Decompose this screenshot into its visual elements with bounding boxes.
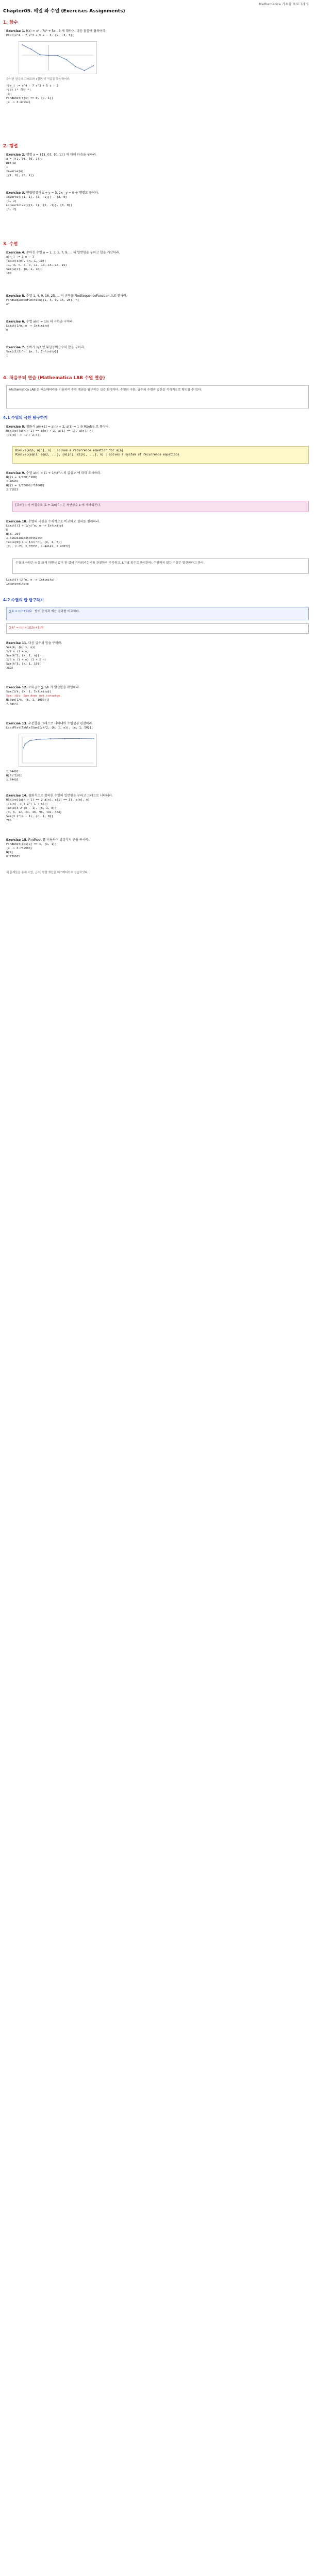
exercise-text: 행렬 a = {{1, 0}, {0, 1}} 에 대해 다음을 구하라.: [26, 153, 97, 157]
output-cell: {{a[n] -> 3 2^(-1 + n)}}: [6, 803, 48, 806]
output-cell: {x -> 0.47952}: [6, 101, 31, 104]
input-cell[interactable]: Limit[(1 + 1/n)^n, n -> Infinity]: [6, 524, 64, 528]
exercise-label: Exercise 9.: [6, 471, 25, 475]
input-cell[interactable]: Sum[k^3, {k, 1, 10}]: [6, 663, 41, 666]
output-cell: -3: [6, 93, 10, 96]
exercise-label: Exercise 14.: [6, 794, 27, 798]
input-cell[interactable]: Sum[1/k, {k, 1, Infinity}]: [6, 690, 52, 693]
output-cell: Sum::div: Sum does not converge.: [6, 694, 62, 698]
output-cell: 1.64493: [6, 778, 19, 782]
input-cell[interactable]: Table[a[n], {n, 1, 10}]: [6, 260, 46, 263]
exercise-label: Exercise 2.: [6, 153, 25, 157]
exercise-label: Exercise 13.: [6, 722, 27, 725]
output-cell: 765: [6, 819, 12, 822]
subsection-title: 4.1 수열의 극한 탐구하기: [3, 415, 48, 420]
formula: ∑ k = n(n+1)/2: [9, 610, 32, 613]
exercise-label: Exercise 15.: [6, 838, 27, 842]
data-point: [48, 55, 49, 56]
exercise-text: 수열 a(n) = 1/n 의 극한을 구하라.: [26, 320, 74, 324]
output-cell: 2.71815: [6, 488, 19, 492]
exercise-text: 공비가 1/2 인 무한등비급수의 합을 구하라.: [26, 346, 85, 349]
output-cell: {1, 2}: [6, 200, 17, 203]
input-cell[interactable]: Inverse[{{1, 1}, {2, -1}}] . {3, 0}: [6, 196, 67, 199]
input-cell[interactable]: Table[3 2^(n - 1), {n, 1, 8}]: [6, 807, 57, 810]
input-cell[interactable]: Sum[a[n], {n, 1, 10}]: [6, 268, 43, 271]
input-cell[interactable]: RSolve[{a[n + 1] == 2 a[n], a[1] == 3}, a[n], n]: [6, 799, 90, 802]
output-cell: 1/2 n (1 + n): [6, 650, 29, 653]
data-point: [66, 59, 67, 60]
exercise-label: Exercise 7.: [6, 346, 25, 349]
exercise-15: [6, 838, 309, 859]
exercise-2: [6, 152, 309, 178]
exercise-1-cont: [6, 77, 309, 105]
input-cell[interactable]: Inverse[a]: [6, 170, 24, 173]
data-point: [50, 738, 51, 739]
output-cell: 2.7182818284590452354: [6, 537, 43, 540]
output-cell: 1.64493: [6, 770, 19, 773]
exercise-text: 점화식 a(n+1) = a(n) + 2, a(1) = 1 을 RSolve 로 풀어라.: [26, 425, 110, 429]
output-cell: {2., 2.25, 2.37037, 2.44141, 2.48832}: [6, 545, 71, 548]
output-cell: 2.70481: [6, 480, 19, 483]
input-cell[interactable]: LinearSolve[{{1, 1}, {2, -1}}, {3, 0}]: [6, 204, 72, 207]
data-point: [23, 747, 24, 748]
input-cell[interactable]: FindRoot[Cos[x] == x, {x, 1}]: [6, 843, 57, 846]
exercise-label: Exercise 4.: [6, 251, 25, 255]
output-cell: {1, 3, 5, 7, 9, 11, 13, 15, 17, 19}: [6, 264, 67, 267]
exercise-12: [6, 685, 309, 706]
exercise-9: [6, 471, 309, 492]
exercise-label: Exercise 5.: [6, 294, 25, 298]
input-cell[interactable]: N[(1 + 1/10000)^10000]: [6, 484, 45, 487]
output-cell: 100: [6, 272, 12, 275]
output-cell: E: [6, 529, 8, 532]
exercise-5: [6, 294, 309, 307]
formula-box: [6, 607, 309, 620]
input-cell[interactable]: N[E, 20]: [6, 533, 20, 536]
exercise-text: 다음 급수의 합을 구하라.: [28, 641, 62, 645]
input-cell[interactable]: N[(1 + 1/100)^100]: [6, 476, 38, 479]
section-title: 1. 함수: [3, 20, 18, 25]
formula-box-2: [6, 623, 309, 634]
data-point: [24, 743, 25, 744]
input-cell[interactable]: RSolve[{a[n + 1] == a[n] + 2, a[1] == 1}, a[n], n]: [6, 430, 93, 433]
input-cell[interactable]: FindSequenceFunction[{1, 4, 9, 16, 25}, n]: [6, 299, 79, 302]
exercise-text: f(x) = x⁴ - 7x³ + 5x - 3 에 대하여, 다음 물음에 답하여라.: [26, 29, 107, 33]
exercise-4: [6, 250, 309, 276]
data-point: [57, 55, 58, 56]
data-point: [30, 48, 31, 49]
input-cell[interactable]: Limit[(-1)^n, n -> Infinity]: [6, 579, 55, 582]
subsection-title: 4.2 수열의 합 탐구하기: [3, 598, 44, 602]
input-cell[interactable]: Sum[(1/2)^n, {n, 1, Infinity}]: [6, 350, 59, 353]
input-cell[interactable]: f[x_] := x^4 - 7 x^3 + 5 x - 3: [6, 84, 59, 88]
input-cell[interactable]: a = {{1, 0}, {0, 1}};: [6, 158, 43, 161]
data-point: [39, 54, 40, 55]
output-cell: n²: [6, 303, 10, 306]
exercise-14: [6, 793, 309, 823]
exercise-text: 수열 1, 4, 9, 16, 25, ... 의 규칙을 FindSequenceFunction 으로 찾아라.: [26, 294, 127, 298]
exercise-13-cont: [6, 770, 309, 782]
data-point: [78, 738, 79, 739]
input-cell[interactable]: N[Pi^2/6]: [6, 774, 22, 777]
exercise-10: [6, 519, 309, 549]
input-cell[interactable]: FindRoot[f[x] == 0, {x, 1}]: [6, 97, 53, 100]
input-cell[interactable]: Table[N[(1 + 1/n)^n], {n, 1, 5}]: [6, 541, 62, 544]
output-cell: 1: [6, 166, 8, 169]
output-cell: {x -> 0.739085}: [6, 847, 32, 850]
exercise-label: Exercise 1.: [6, 29, 25, 33]
section-title: 3. 수열: [3, 242, 18, 247]
exercise-3: [6, 191, 309, 212]
exercise-label: Exercise 6.: [6, 320, 25, 324]
input-cell[interactable]: Sum[3 2^(n - 1), {n, 1, 8}]: [6, 815, 53, 818]
output-cell: Indeterminate: [6, 583, 29, 586]
input-cell[interactable]: Sum[k^2, {k, 1, n}]: [6, 654, 39, 657]
data-point: [22, 44, 23, 45]
exercise-label: Exercise 10.: [6, 520, 27, 523]
partial-sum-plot: [19, 734, 97, 767]
exercise-text: FindRoot 를 이용하여 방정식의 근을 구하라.: [28, 838, 90, 842]
input-cell[interactable]: ListPlot[Table[Sum[1/k^2, {k, 1, n}], {n, 1, 50}]]: [6, 726, 93, 730]
exercise-text: 점화식으로 정의된 수열의 일반항을 구하고 그래프로 나타내라.: [28, 794, 113, 798]
exercise-text: 부분합을 그래프로 나타내어 수렴성을 관찰하라.: [28, 722, 93, 725]
series-line: [22, 45, 93, 71]
input-cell[interactable]: N[Sum[1/k, {k, 1, 1000}]]: [6, 699, 50, 702]
exercise-label: Exercise 8.: [6, 425, 25, 429]
exercise-11: [6, 641, 309, 670]
exercise-text: 연립방정식 x + y = 3, 2x - y = 0 을 행렬로 풀어라.: [26, 191, 99, 195]
data-point: [84, 70, 85, 71]
output-cell: 1: [6, 354, 8, 358]
exercise-6: [6, 319, 309, 332]
exercise-8: [6, 425, 309, 437]
exercise-13: [6, 721, 309, 730]
intro-box: Mathematica LAB 은 매스매티카를 이용하여 수학 개념을 탐구하는 실습 환경이다. 수열의 극한, 급수의 수렴과 발산을 시각적으로 확인할 수 있다.: [6, 385, 309, 409]
input-cell[interactable]: N[%]: [6, 851, 13, 854]
data-point: [64, 738, 65, 739]
warning-box: [주의] n 이 커질수록 (1 + 1/n)^n 은 자연상수 e 에 가까워진다.: [12, 501, 309, 512]
exercise-7: [6, 345, 309, 358]
input-cell[interactable]: Sum[k, {k, 1, n}]: [6, 646, 36, 649]
input-cell[interactable]: Plot[x^4 - 7 x^3 + 5 x - 3, {x, -3, 5}]: [6, 34, 74, 37]
input-cell[interactable]: Limit[1/n, n -> Infinity]: [6, 325, 50, 328]
data-point: [36, 739, 37, 740]
caption: 주어진 함수의 그래프와 x절편 및 극값을 확인하여라.: [6, 78, 71, 81]
section-title: 2. 행렬: [3, 144, 18, 149]
output-cell: {3, 6, 12, 24, 48, 96, 192, 384}: [6, 811, 62, 814]
exercise-text: 수열의 극한을 수치적으로 비교하고 결과를 정리하라.: [28, 520, 100, 523]
exercise-text: 주어진 수열 a = 1, 3, 5, 7, 9, ... 의 일반항을 구하고 합을 계산하라.: [26, 251, 120, 255]
page-title: Chapter05. 배열 와 수열 (Exercises Assignments): [3, 9, 125, 14]
function-usage-box: RSolve[eqn, a[n], n] : solves a recurrence equation for a[n] RSolve[{eqn1, eqn2, ...}, {a1[n], a2[n], ...}, n] : solves a system of recurrence equations: [12, 446, 309, 464]
exercise-1: [6, 29, 309, 38]
output-cell: {1, 2}: [6, 208, 17, 211]
output-cell: {{1, 0}, {0, 1}}: [6, 174, 34, 177]
data-point: [93, 738, 94, 739]
exercise-label: Exercise 12.: [6, 686, 27, 689]
note-box: 수열의 극한은 n 을 크게 하면서 값이 한 값에 가까워지는지를 관찰하여 추측하고, Limit 함수로 확인한다. 수렴하지 않는 수열은 발산한다고 한다.: [12, 558, 309, 574]
exercise-label: Exercise 11.: [6, 641, 27, 645]
formula: ∑ k² = n(n+1)(2n+1)/6: [9, 626, 44, 630]
output-cell: 3025: [6, 667, 13, 670]
input-cell[interactable]: Det[a]: [6, 162, 17, 165]
output-cell: 0.739085: [6, 855, 20, 858]
exercise-label: Exercise 3.: [6, 191, 25, 195]
end-note: 위 문제들을 통해 수열, 급수, 행렬 계산을 매스매티카로 실습하였다.: [6, 871, 89, 874]
series-line: [24, 738, 93, 748]
output-cell: 0: [6, 329, 8, 332]
output-cell: 1/6 n (1 + n) (1 + 2 n): [6, 658, 46, 662]
exercise-text: 수열 a(n) = (1 + 1/n)^n 의 값을 n 에 따라 조사하라.: [26, 471, 102, 475]
input-cell[interactable]: a[n_] := 2 n - 1: [6, 256, 34, 259]
data-point: [75, 66, 76, 67]
data-point: [29, 740, 30, 741]
function-plot: [19, 41, 97, 74]
exercise-10-cont: [6, 578, 309, 586]
output-cell: 7.48547: [6, 703, 19, 706]
section-title: 4. 처음부터 연습 (Mathematica LAB 수열 연습): [3, 376, 105, 381]
output-cell: {{a[n] -> -1 + 2 n}}: [6, 434, 41, 437]
header-right: Mathematica 기초와 프로그래밍: [259, 2, 309, 6]
exercise-text: 조화급수 ∑ 1/k 가 발산함을 확인하라.: [28, 686, 80, 689]
input-cell[interactable]: f[0] (* 계산 *): [6, 89, 31, 92]
formula-text: 합의 공식과 계산 결과를 비교하라.: [35, 610, 80, 613]
data-point: [93, 65, 94, 66]
